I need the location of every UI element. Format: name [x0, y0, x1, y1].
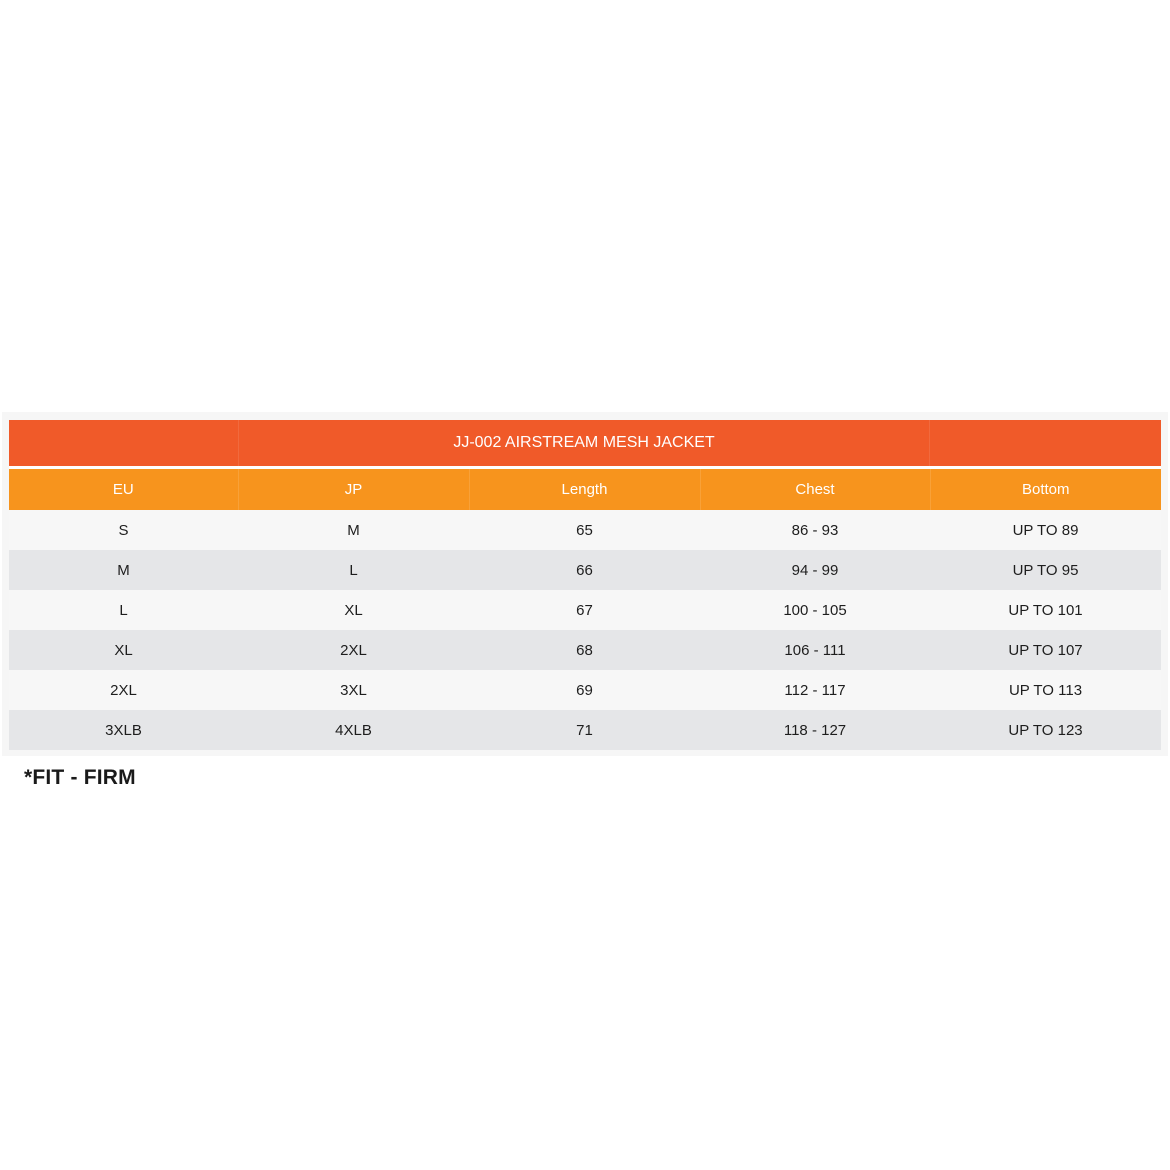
- table-row: [9, 670, 1161, 710]
- cell-eu: M: [9, 550, 238, 590]
- title-bar-right: [930, 420, 1161, 466]
- cell-bottom: UP TO 101: [930, 590, 1161, 630]
- cell-bottom: UP TO 123: [930, 710, 1161, 750]
- table-row: [9, 550, 1161, 590]
- title-bar-left: [9, 420, 238, 466]
- cell-chest: 118 - 127: [700, 710, 930, 750]
- cell-jp: M: [238, 510, 469, 550]
- cell-jp: 4XLB: [238, 710, 469, 750]
- cell-chest: 106 - 111: [700, 630, 930, 670]
- cell-eu: S: [9, 510, 238, 550]
- cell-length: 71: [469, 710, 700, 750]
- cell-chest: 112 - 117: [700, 670, 930, 710]
- cell-jp: 3XL: [238, 670, 469, 710]
- cell-length: 69: [469, 670, 700, 710]
- cell-bottom: UP TO 89: [930, 510, 1161, 550]
- column-header-bottom: Bottom: [930, 469, 1161, 510]
- cell-jp: XL: [238, 590, 469, 630]
- table-row: [9, 510, 1161, 550]
- cell-bottom: UP TO 113: [930, 670, 1161, 710]
- cell-chest: 86 - 93: [700, 510, 930, 550]
- table-row: [9, 590, 1161, 630]
- table-title-row: [9, 420, 1161, 466]
- cell-chest: 100 - 105: [700, 590, 930, 630]
- table-title: JJ-002 AIRSTREAM MESH JACKET: [238, 420, 930, 466]
- column-header-row: [9, 469, 1161, 510]
- column-header-length: Length: [469, 469, 700, 510]
- cell-chest: 94 - 99: [700, 550, 930, 590]
- cell-jp: 2XL: [238, 630, 469, 670]
- column-header-eu: EU: [9, 469, 238, 510]
- cell-length: 65: [469, 510, 700, 550]
- column-header-jp: JP: [238, 469, 469, 510]
- cell-eu: L: [9, 590, 238, 630]
- table-row: [9, 710, 1161, 750]
- cell-eu: 2XL: [9, 670, 238, 710]
- size-chart-table: [9, 420, 1161, 750]
- table-row: [9, 630, 1161, 670]
- cell-length: 68: [469, 630, 700, 670]
- fit-note: *FIT - FIRM: [24, 766, 136, 789]
- cell-eu: XL: [9, 630, 238, 670]
- cell-bottom: UP TO 95: [930, 550, 1161, 590]
- cell-jp: L: [238, 550, 469, 590]
- cell-eu: 3XLB: [9, 710, 238, 750]
- cell-length: 67: [469, 590, 700, 630]
- cell-length: 66: [469, 550, 700, 590]
- cell-bottom: UP TO 107: [930, 630, 1161, 670]
- column-header-chest: Chest: [700, 469, 930, 510]
